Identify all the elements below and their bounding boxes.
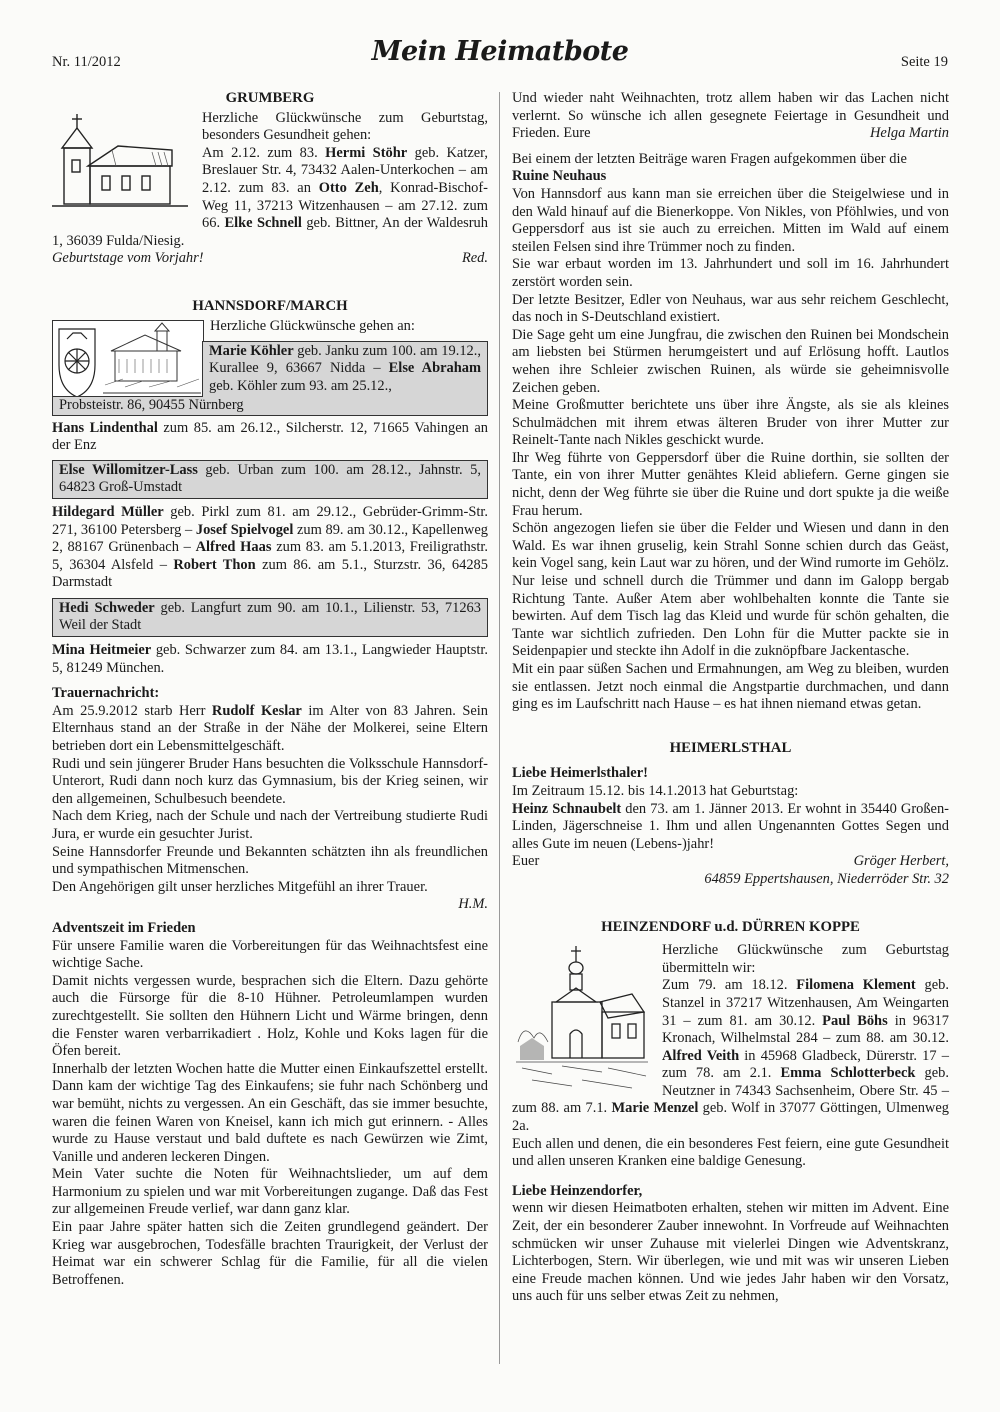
neuhaus-p5: Meine Großmutter berichtete uns über ihre Ängste, als sie als kleines Schulmädchen mit ihrem etwas älteren Bruder von ihrer Mutter zur Reinelt-Tante nach Nikles geschickt wurde. — [512, 397, 949, 449]
name-otto-zeh: Otto Zeh — [318, 179, 379, 196]
heading-trauernachricht: Trauernachricht: — [52, 685, 160, 702]
name-mina-heitmeier: Mina Heitmeier — [52, 642, 152, 659]
masthead-logo: Mein Heimatbote — [371, 36, 629, 67]
section-grumberg — [52, 90, 488, 268]
name-hermi-stoehr: Hermi Stöhr — [325, 144, 408, 161]
name-marie-koehler: Marie Köhler — [209, 342, 294, 359]
neuhaus-p6: Ihr Weg führte von Geppersdorf über die Ruine dorthin, sie sollten der Tante, ein von ihrer Mutter genähtes Kleid abliefern. Gerne gingen sie nicht, denn der Weg führte sie über die Ruine und dort spukte ja die weiße Frau herum. — [512, 449, 949, 519]
chapel-illustration-heinzendorf — [512, 942, 654, 1098]
neuhaus-p1: Von Hannsdorf aus kann man sie erreichen über die Steigelwiese und in den Wald hinauf auf die Bienerkoppe. Von Nikles, von Pföhlwies, und von Geppersdorf aus ist sie auch zu erreichen. Mitten im Wald auf einem steilen Felsen sind ihre Trümmer noch zu finden. — [512, 185, 949, 255]
advent-p4: Mein Vater suchte die Noten für Weihnachtslieder, um auf dem Harmonium zu spielen und war mit Vorbereitungen zugange. Daß das Fest zur allgemeinen Freude verlief, war dann ganz klar. — [52, 1166, 488, 1218]
neuhaus-p8: Mit ein paar süßen Sachen und Ermahnungen, am Weg zu bleiben, wurden sie entlassen. Jetzt noch einmal die Angstpartie durchmachen, und dann ging es im Laufschritt nach Hause – es hat ihnen niemand etwas getan. — [512, 661, 949, 713]
trauer-p5: Den Angehörigen gilt unser herzliches Mitgefühl an ihrer Trauer. — [52, 878, 428, 895]
heading-heinzendorf: HEINZENDORF u.d. DÜRREN KOPPE — [601, 918, 860, 935]
advent-p3: Innerhalb der letzten Wochen hatte die Mutter einen Einkaufszettel erstellt. Dann kam der wichtige Tag des Einkaufens; sie fuhr nach Schönberg und war bemüht, nichts zu vergessen. An ein Geschäft, das sie immer besuchte, waren die feinen Waren von Kneisel, kann ich mich gut erinnern. - Alles wurde zu Hause verstaut und bald duftete es nach Gewürzen wie Zimt, Vanille und anderen leckeren Dingen. — [52, 1060, 488, 1165]
advent-p5: Ein paar Jahre später hatten sich die Zeiten grundlegend geändert. Der Krieg war ausgebrochen, Todesfälle brachten Traurigkeit, der Verlust der Heimat war ein schwerer Schlag für die Familie, für all die vielen Betroffenen. — [52, 1219, 488, 1288]
neuhaus-p2: Sie war erbaut worden im 13. Jahrhundert und soll im 16. Jahrhundert zerstört worden sein. — [512, 256, 949, 290]
advent-signature: Helga Martin — [870, 125, 949, 142]
heading-adventszeit: Adventszeit im Frieden — [52, 919, 196, 936]
name-elke-schnell: Elke Schnell — [224, 215, 302, 232]
heinzendorf-birthdays: Zum 79. am 18.12. Filomena Klement geb. Stanzel in 37217 Witzenhausen, Am Weingarten 31 – zum 81. am 30.12. Paul Böhs in 96317 Kronach, Wilhelmstal 284 – zum 88. am 30.12. Alfred Veith in 45968 Gladbeck, Dürerstr. 17 – zum 78. am 2.1. Emma Schlotterbeck geb. Neutzner in 74343 Sachsenheim, Obere Str. 45 – zum 88. am 7.1. Marie Menzel geb. Wolf in 37077 Göttingen, Ulmenweg 2a. — [512, 977, 949, 1135]
name-alfred-veith: Alfred Veith — [662, 1047, 740, 1064]
section-heinzendorf — [512, 919, 949, 1306]
heinzendorf-intro: Herzliche Glückwünsche zum Geburtstag übermitteln wir: — [662, 942, 949, 976]
heinzendorf-p3: wenn wir diesen Heimatboten erhalten, stehen wir mitten im Advent. Eine Zeit, der ein besonderer Zauber innewohnt. In Vorfreude auf Weihnachten schmücken wir unser Zuhause mit vielerlei Dingen wie Adventskranz, Lichterbogen, Stern. Wir überlegen, wie und mit was wir unseren Lieben eine Freude machen können. Und wie jedes Jahr haben wir den Vorsatz, uns auch für uns selber etwas Zeit zu nehmen, — [512, 1200, 949, 1305]
heading-ruine-neuhaus: Ruine Neuhaus — [512, 168, 607, 185]
name-else-abraham: Else Abraham — [388, 360, 482, 377]
heading-grumberg: GRUMBERG — [225, 90, 315, 106]
name-rudolf-keslar: Rudolf Keslar — [211, 702, 302, 719]
issue-number: Nr. 11/2012 — [52, 54, 121, 70]
heinzendorf-p2: Euch allen und denen, die ein besonderes Fest feiern, eine gute Gesundheit und allen unseren Kranken eine baldige Genesung. — [512, 1135, 949, 1170]
trauer-p3: Nach dem Krieg, nach der Schule und nach der Vertreibung studierte Rudi Jura, er wurde ein gesuchter Jurist. — [52, 808, 488, 842]
name-heinz-schnaubelt: Heinz Schnaubelt — [512, 800, 622, 817]
section-hannsdorf — [52, 298, 488, 677]
church-illustration-grumberg — [52, 110, 192, 220]
advent-p1: Für unsere Familie waren die Vorbereitungen für das Weihnachtsfest eine wichtige Sache. — [52, 937, 488, 972]
heimerlsthal-p2: Heinz Schnaubelt den 73. am 1. Jänner 2013. Er wohnt in 35440 Großen-Linden, Jägerschneise 1. Ihm und allen Ungenannten Gottes Segen und alles Gute im neuen (Lebens-)jahr! — [512, 800, 949, 852]
name-hedi-schweder: Hedi Schweder — [59, 599, 155, 616]
neuhaus-p7: Schön angezogen liefen sie über die Felder und Wiesen und dann in den Wald. Es war ihnen gruselig, kein Strahl Sonne schien durch das Geäst, kein Vogel sang, kein Laut war zu hören, und der Wind rumorte im Gehölz. Nur leise und schnell durch die Trümmer und dann im Galopp bergab Richtung Tante. Außer Atem aber wohlbehalten konnte die Tante sie bewirten. Auf dem Tisch lag das Kleid und wurde für schön gehalten, die Tante war sichtlich zufrieden. Den Lohn für die Mutter packte sie in Seidenpapier und steckte ihn Adolf in die zuknöpfbare Jackentasche. — [512, 520, 949, 660]
trauer-p2: Rudi und sein jüngerer Bruder Hans besuchten die Volksschule Hannsdorf-Unterort, Rudi dann noch kurz das Gymnasium, bis der Krieg seinen, wir den allgemeinen, Schulbesuch beendete. — [52, 755, 488, 807]
trauer-signature: H.M. — [458, 896, 488, 913]
name-hildegard-mueller: Hildegard Müller — [52, 503, 164, 520]
heading-heimerlsthal: HEIMERLSTHAL — [669, 739, 792, 756]
trauer-p4: Seine Hannsdorfer Freunde und Bekannten schätzten ihn als freundlichen und sympathischen Mitmenschen. — [52, 843, 488, 878]
heimerlsthal-greeting: Liebe Heimerlsthaler! — [512, 765, 648, 782]
advent-end-p1: Und wieder naht Weihnachten, trotz allem haben wir das Lachen nicht verlernt. So wünsche ich allen gesegnete Feiertage in Gesundheit und Frieden. Eure — [512, 90, 949, 142]
chapel-icon — [512, 942, 652, 1096]
section-adventszeit — [52, 920, 488, 1289]
highlight-box-koehler: Marie Köhler geb. Janku zum 100. am 19.12., Kurallee 9, 63667 Nidda – Else Abraham geb. Köhler zum 93. am 25.12., Probsteistr. 86, 90455 Nürnberg — [52, 341, 488, 415]
church-icon — [52, 110, 190, 216]
birthday-group: Hildegard Müller geb. Pirkl zum 81. am 29.12., Gebrüder-Grimm-Str. 271, 36100 Petersberg – Josef Spielvogel zum 89. am 30.12., Kapellenweg 2, 88167 Grünenbach – Alfred Haas zum 83. am 5.1.2013, Freiligrathstr. 5, 36304 Alsfeld – Robert Thon zum 86. am 5.1., Sturzstr. 36, 64285 Darmstadt — [52, 503, 489, 591]
neuhaus-p4: Die Sage geht um eine Jungfrau, die zwischen den Ruinen bei Mondschein am liebsten bei Stürmen herumgeistert und auf Erlösung hofft. Lautlos wehen ihre Schleier zwischen Ruinen, als würde sie geheimnisvolle Zeichen geben. — [512, 326, 949, 396]
heimerlsthal-address: 64859 Eppertshausen, Niederröder Str. 32 — [704, 870, 949, 887]
grumberg-intro: Herzliche Glückwünsche zum Geburtstag, besonders Gesundheit gehen: — [202, 109, 488, 144]
name-marie-menzel: Marie Menzel — [611, 1100, 699, 1117]
section-ruine-neuhaus — [512, 151, 949, 714]
left-column — [52, 90, 488, 1289]
section-heimerlsthal — [512, 740, 949, 889]
page-number: Seite 19 — [900, 54, 948, 70]
highlight-box-willomitzer: Else Willomitzer-Lass geb. Urban zum 100. am 28.12., Jahnstr. 5, 64823 Groß-Umstadt — [52, 460, 488, 499]
grumberg-signature: Geburtstage vom Vorjahr! Red. — [52, 250, 488, 267]
birthday-lindenthal: Hans Lindenthal zum 85. am 26.12., Silcherstr. 12, 71665 Vahingen an der Enz — [52, 419, 488, 454]
heading-hannsdorf: HANNSDORF/MARCH — [192, 297, 348, 314]
heimerlsthal-p1: Im Zeitraum 15.12. bis 14.1.2013 hat Geburtstag: — [512, 782, 799, 799]
koehler-address: Probsteistr. 86, 90455 Nürnberg — [59, 396, 244, 413]
hannsdorf-intro: Herzliche Glückwünsche gehen an: — [210, 317, 415, 334]
birthday-heitmeier: Mina Heitmeier geb. Schwarzer zum 84. am 13.1., Langwieder Hauptstr. 5, 81249 München. — [52, 642, 488, 676]
trauer-p1: Am 25.9.2012 starb Herr Rudolf Keslar im Alter von 83 Jahren. Sein Elternhaus stand an der Straße in der Nähe der Molkerei, seine Eltern betrieben dort ein Lebensmittelgeschäft. — [52, 702, 488, 755]
name-josef-spielvogel: Josef Spielvogel — [195, 521, 294, 538]
heimerlsthal-signature: Euer Gröger Herbert, — [512, 853, 949, 870]
name-robert-thon: Robert Thon — [173, 556, 256, 573]
name-hans-lindenthal: Hans Lindenthal — [52, 419, 158, 436]
name-paul-boehs: Paul Böhs — [822, 1012, 888, 1029]
grumberg-birthdays: Am 2.12. zum 83. Hermi Stöhr geb. Katzer, Breslauer Str. 4, 73432 Aalen-Unterkochen – am 2.12. zum 83. an Otto Zeh, Konrad-Bischof-Weg 11, 37213 Witzenhausen – am 27.12. zum 66. Elke Schnell geb. Bittner, An der Waldesruh 1, 36039 Fulda/Niesig. — [52, 144, 489, 249]
heinzendorf-greeting: Liebe Heinzendorfer, — [512, 1182, 643, 1199]
name-emma-schlotterbeck: Emma Schlotterbeck — [780, 1065, 916, 1082]
column-divider — [499, 92, 500, 1364]
neuhaus-intro: Bei einem der letzten Beiträge waren Fragen aufgekommen über die — [512, 150, 907, 167]
section-trauernachricht — [52, 685, 488, 914]
name-alfred-haas: Alfred Haas — [195, 539, 272, 556]
section-advent-continued — [512, 90, 949, 143]
neuhaus-p3: Der letzte Besitzer, Edler von Neuhaus, war aus sehr reichem Geschlecht, das noch in S-Deutschland existiert. — [512, 291, 949, 326]
name-filomena-klement: Filomena Klement — [796, 977, 916, 994]
right-column — [512, 90, 949, 1306]
highlight-box-schweder: Hedi Schweder geb. Langfurt zum 90. am 10.1., Lilienstr. 53, 71263 Weil der Stadt — [52, 598, 488, 637]
name-else-willomitzer-lass: Else Willomitzer-Lass — [59, 461, 198, 478]
advent-p2: Damit nichts vergessen wurde, besprachen sich die Eltern. Dazu gehörte auch die Fürsorge für die 8-10 Hühner. Petroleumlampen wurden zurechtgestellt. Sie sollten den Hühnern Licht und Wärme bringen, denn die Fenster waren verbarrikadiert . Holz, Kohle und Koks lagen für die Öfen bereit. — [52, 972, 488, 1060]
